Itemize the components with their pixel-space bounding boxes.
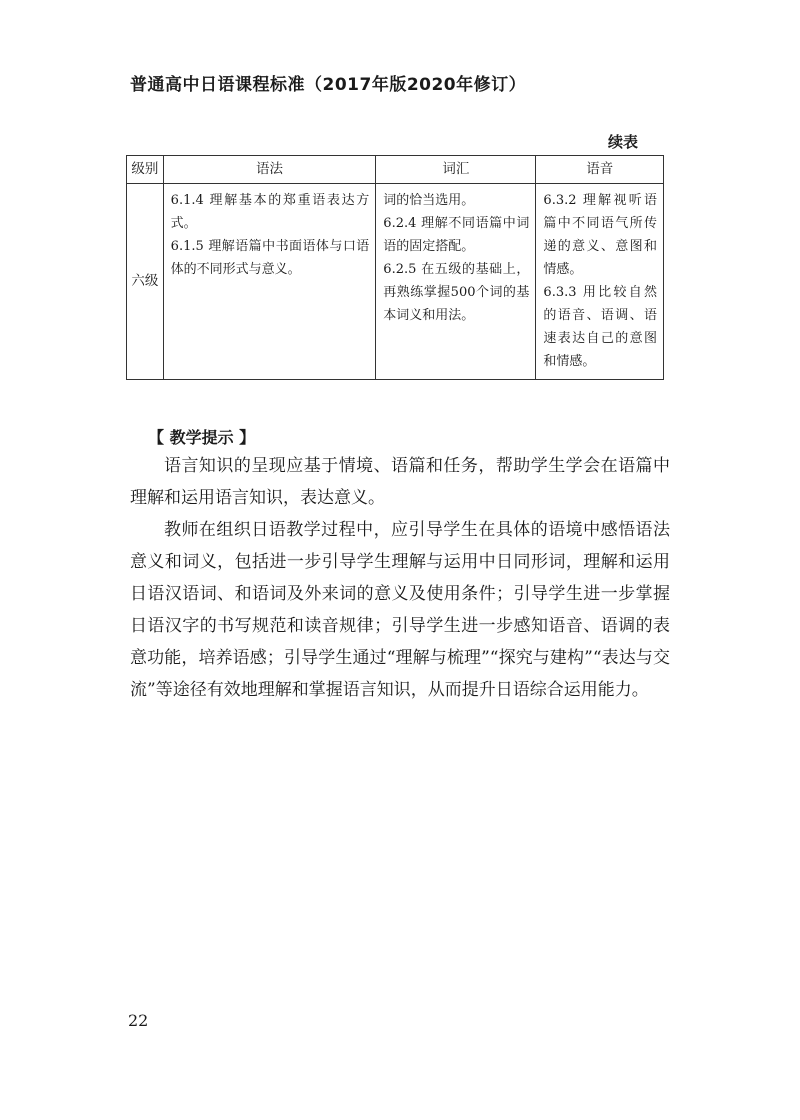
grammar-item: 6.1.5 理解语篇中书面语体与口语体的不同形式与意义。	[170, 239, 370, 277]
table-row	[127, 184, 664, 380]
curriculum-table	[126, 155, 664, 380]
column-header-grammar: 语法	[163, 156, 376, 184]
continued-label: 续表	[607, 133, 638, 151]
teaching-tips-body	[130, 450, 670, 706]
vocabulary-item: 词的恰当选用。	[383, 193, 475, 208]
column-header-vocabulary: 词汇	[376, 156, 536, 184]
teaching-tips-heading: 【 教学提示 】	[148, 428, 256, 447]
running-title: 普通高中日语课程标准（2017年版2020年修订）	[130, 75, 527, 95]
grammar-cell	[163, 184, 376, 380]
vocabulary-cell	[376, 184, 536, 380]
page-number: 22	[128, 1011, 149, 1030]
phonetics-cell	[536, 184, 664, 380]
body-paragraph: 教师在组织日语教学过程中，应引导学生在具体的语境中感悟语法意义和词义，包括进一步引导学生理解与运用中日同形词，理解和运用日语汉语词、和语词及外来词的意义及使用条件；引导学生进一步掌握日语汉字的书写规范和读音规律；引导学生进一步感知语音、语调的表意功能，培养语感；引导学生通过“理解与梳理”“探究与建构”“表达与交流”等途径有效地理解和掌握语言知识，从而提升日语综合运用能力。	[130, 520, 670, 700]
phonetics-item: 6.3.3 用比较自然的语音、语调、语速表达自己的意图和情感。	[543, 285, 657, 369]
table-header-row	[127, 156, 664, 184]
column-header-phonetics: 语音	[536, 156, 664, 184]
level-cell: 六级	[127, 184, 164, 380]
body-paragraph: 语言知识的呈现应基于情境、语篇和任务，帮助学生学会在语篇中理解和运用语言知识，表达意义。	[130, 456, 670, 508]
phonetics-item: 6.3.2 理解视听语篇中不同语气所传递的意义、意图和情感。	[543, 193, 657, 277]
vocabulary-item: 6.2.4 理解不同语篇中词语的固定搭配。	[383, 216, 530, 254]
grammar-item: 6.1.4 理解基本的郑重语表达方式。	[170, 193, 370, 231]
vocabulary-item: 6.2.5 在五级的基础上，再熟练掌握500个词的基本词义和用法。	[383, 262, 530, 323]
column-header-level: 级别	[127, 156, 164, 184]
